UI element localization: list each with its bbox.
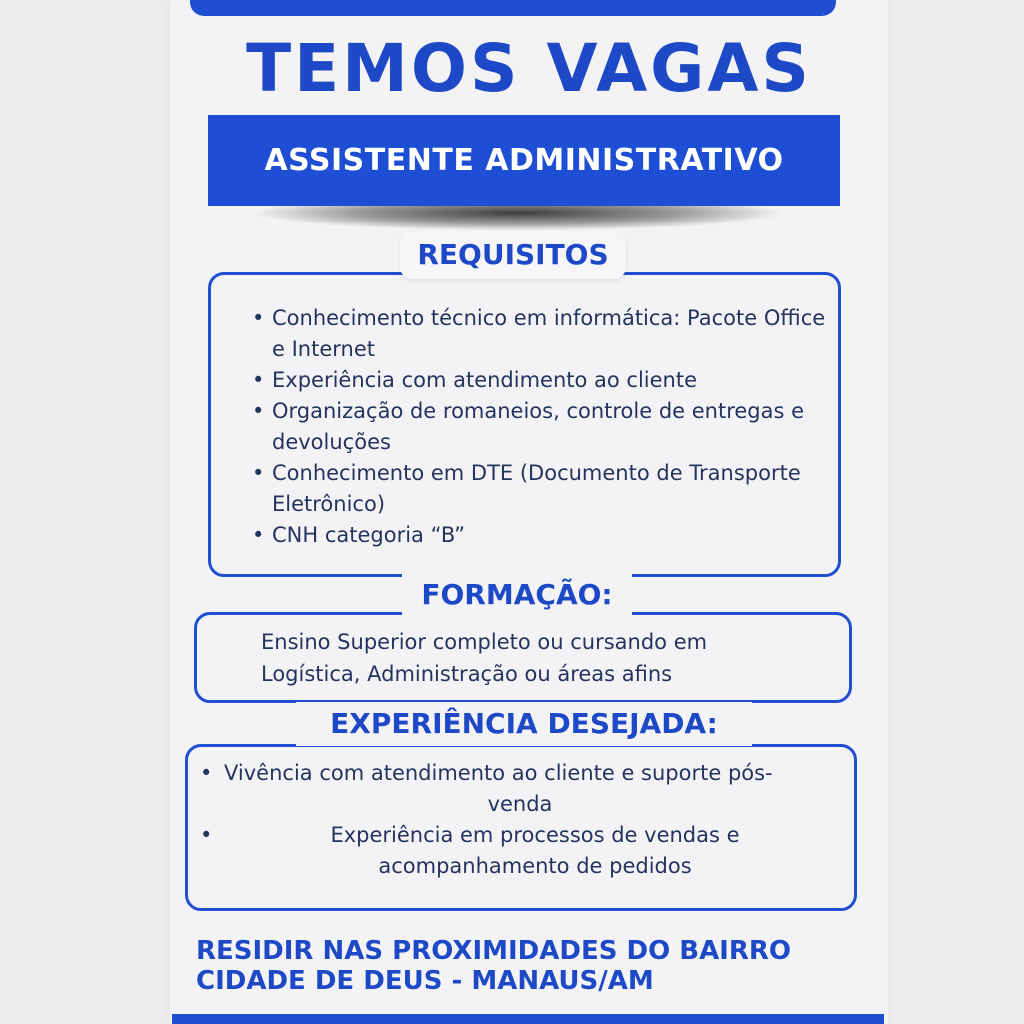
experience-line: acompanhamento de pedidos	[378, 854, 692, 878]
list-item: • CNH categoria “B”	[248, 520, 828, 551]
list-item	[198, 758, 846, 820]
list-item	[198, 820, 846, 882]
poster-title: TEMOS VAGAS	[246, 30, 812, 107]
role-title: ASSISTENTE ADMINISTRATIVO	[264, 143, 784, 178]
experience-heading: EXPERIÊNCIA DESEJADA:	[296, 702, 752, 746]
list-item: • Organização de romaneios, controle de entregas e devoluções	[248, 396, 828, 458]
experience-line: venda	[487, 792, 553, 816]
role-banner	[208, 115, 840, 206]
list-item: • Conhecimento em DTE (Documento de Transporte Eletrônico)	[248, 458, 828, 520]
location-line: CIDADE DE DEUS - MANAUS/AM	[196, 966, 654, 996]
requirements-heading: REQUISITOS	[400, 231, 626, 279]
list-item: • Experiência com atendimento ao cliente	[248, 365, 828, 396]
education-line: Ensino Superior completo ou cursando em	[261, 630, 708, 654]
list-item: • Conhecimento técnico em informática: Pacote Office e Internet	[248, 303, 828, 365]
bottom-accent-bar	[172, 1014, 884, 1024]
experience-list	[198, 758, 846, 882]
education-heading: FORMAÇÃO:	[402, 573, 632, 617]
top-accent-bar	[190, 0, 836, 16]
experience-line: • Experiência em processos de vendas e	[330, 823, 740, 847]
location-line: RESIDIR NAS PROXIMIDADES DO BAIRRO	[196, 936, 792, 966]
experience-line: Vivência com atendimento ao cliente e suporte pós-	[224, 761, 773, 785]
education-text	[261, 626, 821, 690]
education-line: Logística, Administração ou áreas afins	[261, 662, 673, 686]
location-note	[196, 936, 856, 996]
requirements-list	[248, 303, 828, 551]
